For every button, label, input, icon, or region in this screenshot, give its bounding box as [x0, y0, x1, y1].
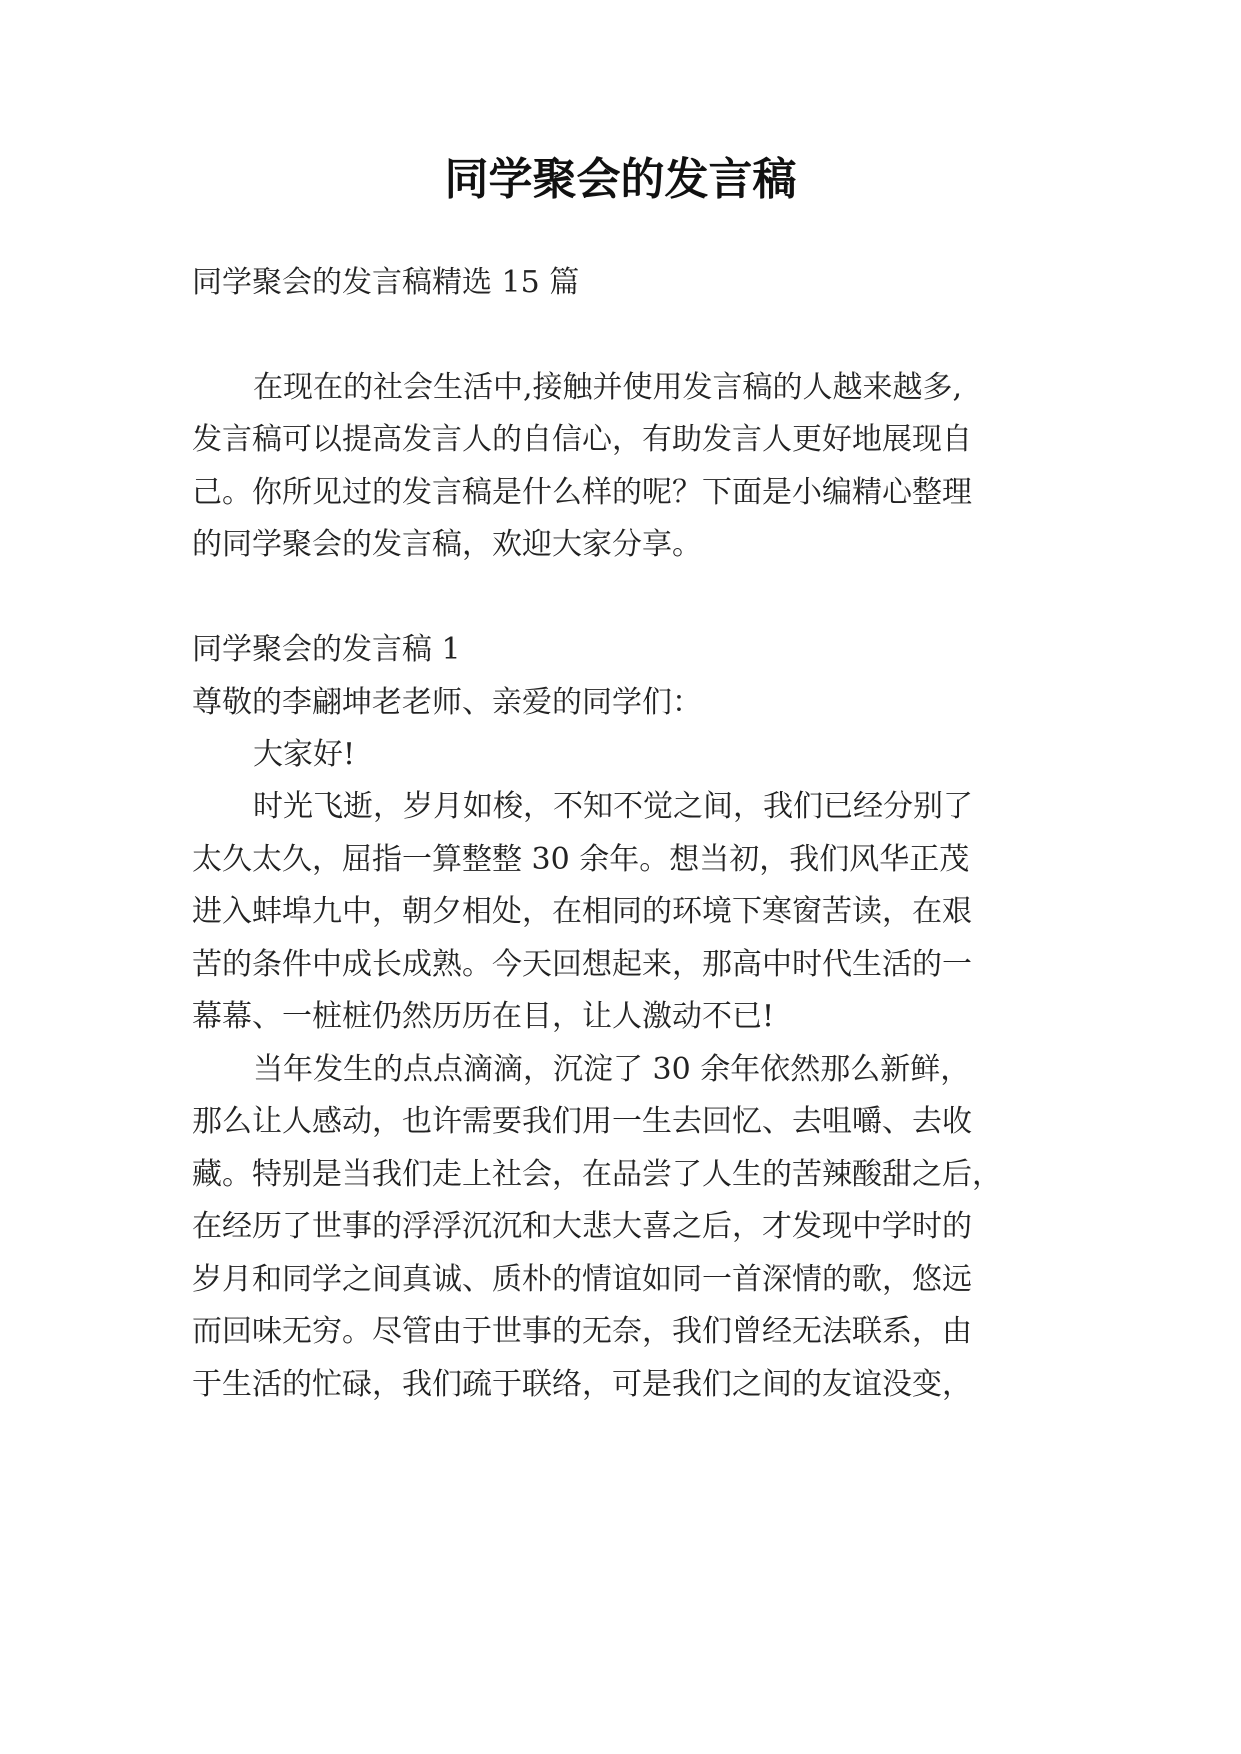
intro-line-4: 的同学聚会的发言稿，欢迎大家分享。: [192, 527, 702, 562]
paragraph2-line-5: 岁月和同学之间真诚、质朴的情谊如同一首深情的歌，悠远: [192, 1262, 972, 1297]
document-subtitle: 同学聚会的发言稿精选 15 篇: [192, 265, 580, 300]
document-title: 同学聚会的发言稿: [444, 154, 797, 205]
paragraph1-line-3: 进入蚌埠九中，朝夕相处，在相同的环境下寒窗苦读，在艰: [192, 894, 972, 929]
paragraph1-line-4: 苦的条件中成长成熟。今天回想起来，那高中时代生活的一: [192, 947, 972, 982]
paragraph2-line-3: 藏。特别是当我们走上社会，在品尝了人生的苦辣酸甜之后，: [192, 1157, 1002, 1192]
paragraph2-line-6: 而回味无穷。尽管由于世事的无奈，我们曾经无法联系，由: [192, 1314, 972, 1349]
paragraph2-line-4: 在经历了世事的浮浮沉沉和大悲大喜之后，才发现中学时的: [192, 1209, 972, 1244]
paragraph1-line-1: 时光飞逝，岁月如梭，不知不觉之间，我们已经分别了: [253, 789, 973, 824]
intro-line-1: 在现在的社会生活中,接触并使用发言稿的人越来越多,: [253, 370, 963, 405]
greeting: 大家好!: [253, 737, 356, 772]
intro-line-3: 己。你所见过的发言稿是什么样的呢？下面是小编精心整理: [192, 475, 972, 510]
section-heading: 同学聚会的发言稿 1: [192, 632, 461, 667]
salutation: 尊敬的李翩坤老老师、亲爱的同学们：: [192, 685, 702, 720]
paragraph1-line-5: 幕幕、一桩桩仍然历历在目，让人激动不已!: [192, 999, 775, 1034]
paragraph2-line-1: 当年发生的点点滴滴，沉淀了 30 余年依然那么新鲜，: [253, 1052, 971, 1087]
paragraph1-line-2: 太久太久，屈指一算整整 30 余年。想当初，我们风华正茂: [192, 842, 970, 877]
paragraph2-line-2: 那么让人感动，也许需要我们用一生去回忆、去咀嚼、去收: [192, 1104, 972, 1139]
paragraph2-line-7: 于生活的忙碌，我们疏于联络，可是我们之间的友谊没变，: [192, 1367, 972, 1402]
intro-line-2: 发言稿可以提高发言人的自信心，有助发言人更好地展现自: [192, 422, 972, 457]
